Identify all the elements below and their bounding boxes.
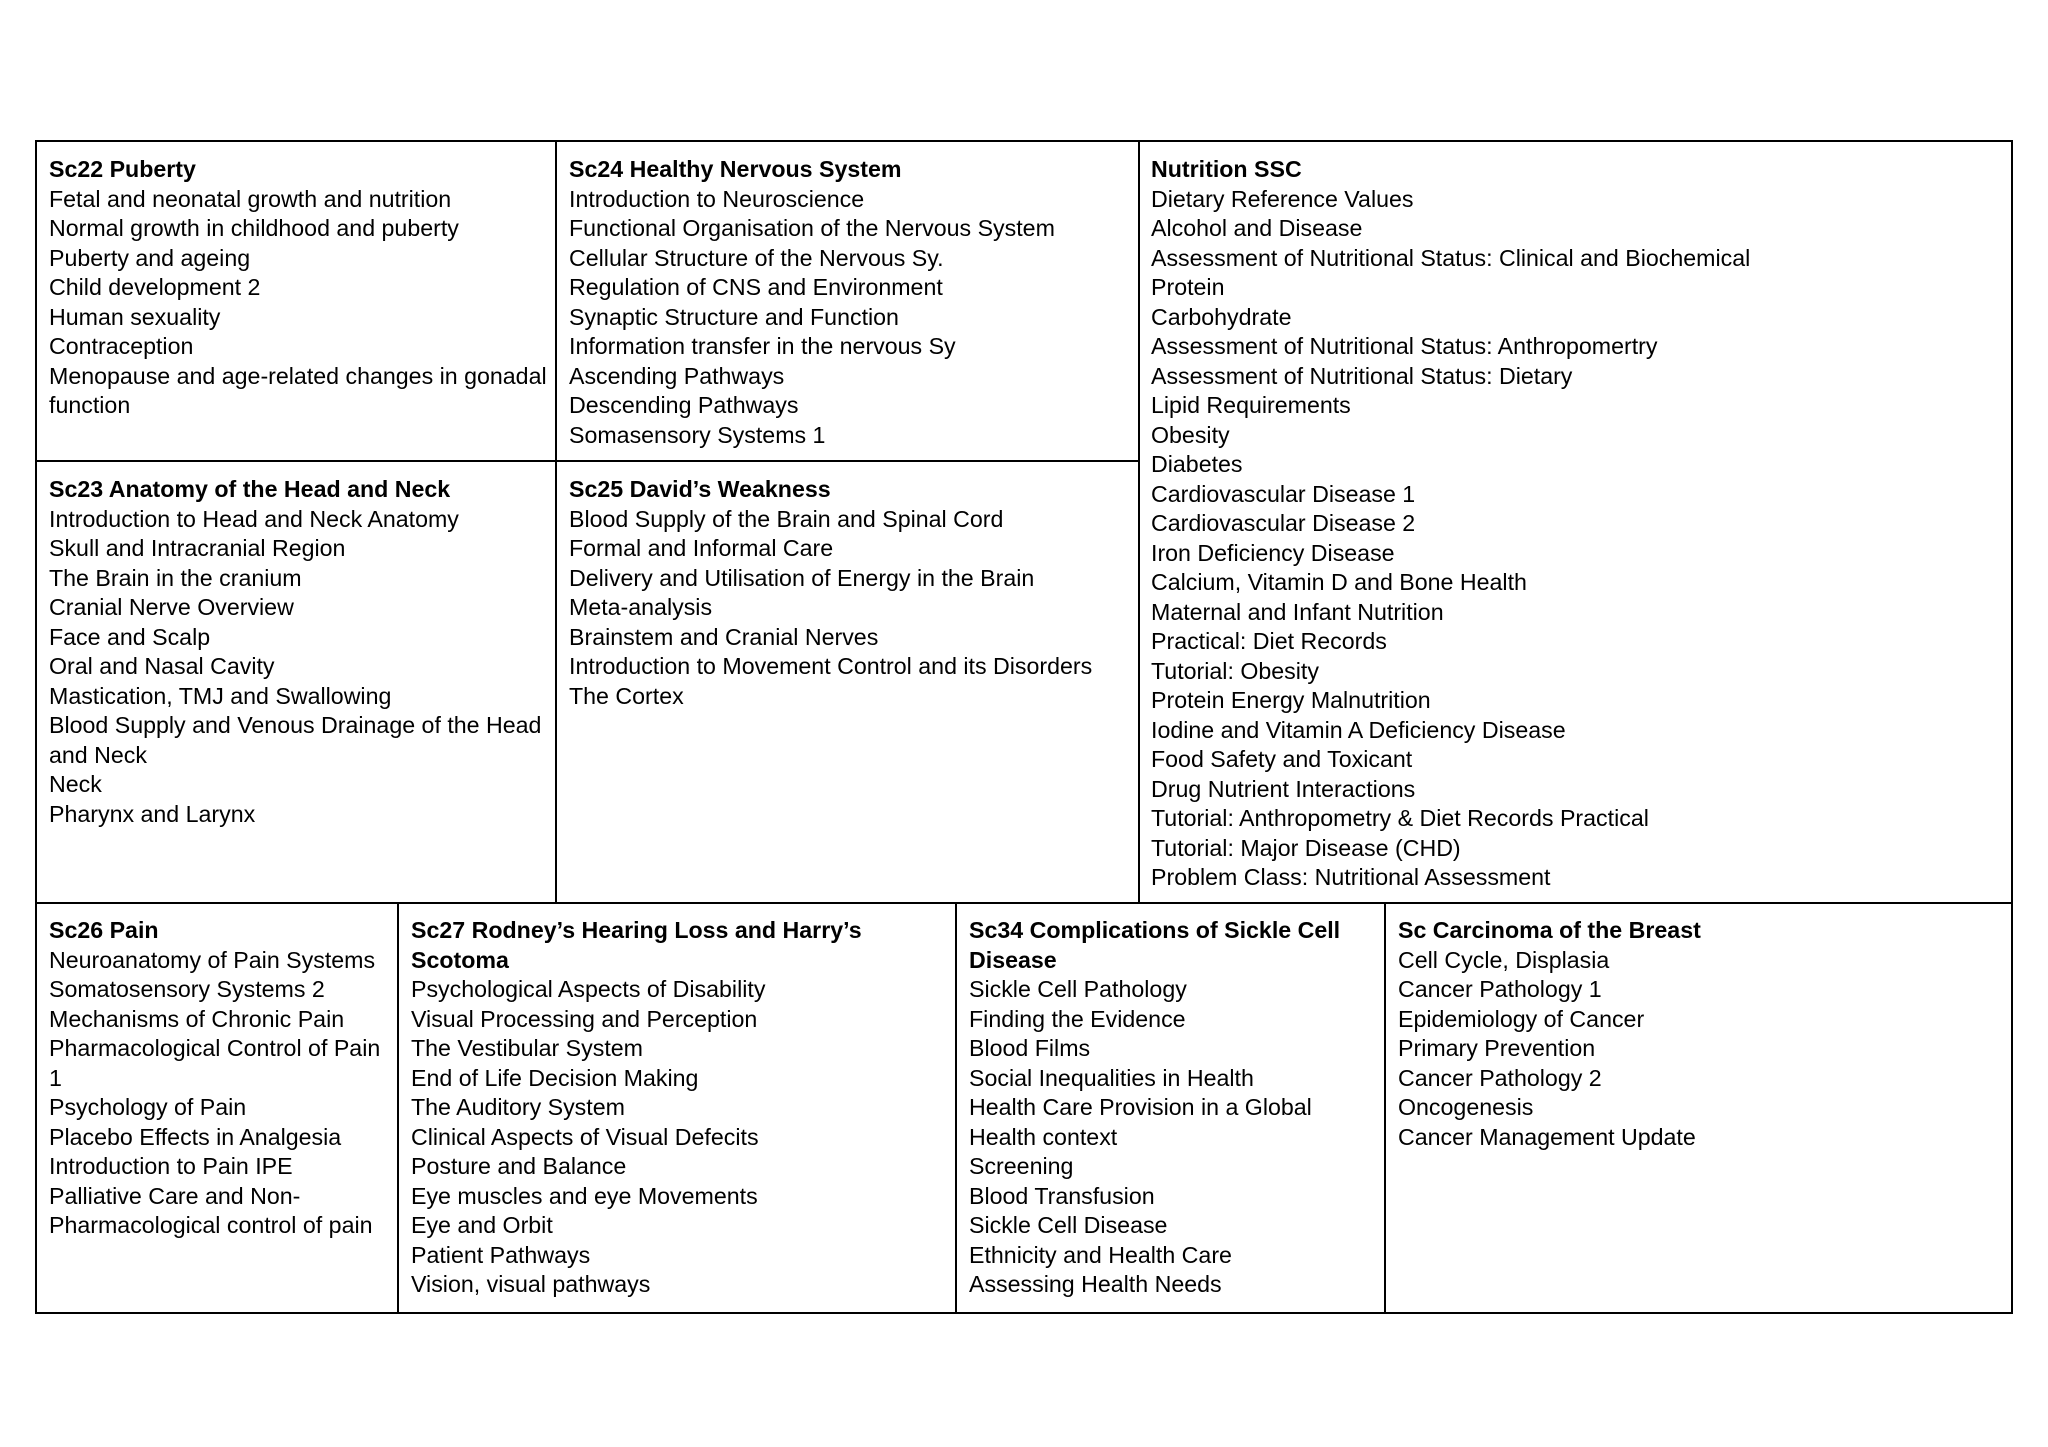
topic-item: Finding the Evidence [969, 1005, 1186, 1032]
topic-item: Puberty and ageing [49, 244, 251, 271]
section-nutrition [1151, 155, 2001, 893]
topic-item: Synaptic Structure and Function [569, 303, 899, 330]
topic-item: Cellular Structure of the Nervous Sy. [569, 244, 944, 271]
topic-item: Primary Prevention [1398, 1035, 1596, 1061]
topic-item: Ethnicity and Health Care [969, 1241, 1232, 1268]
topic-item: The Brain in the cranium [49, 564, 302, 591]
topic-item: Assessing Health Needs [969, 1271, 1222, 1297]
topic-item: Descending Pathways [569, 392, 799, 418]
row-divider [35, 902, 2013, 904]
topic-item: Assessment of Nutritional Status: Anthropomertry [1151, 333, 1658, 359]
topic-item: Lipid Requirements [1151, 392, 1351, 418]
topic-item: Mastication, TMJ and Swallowing [49, 682, 392, 709]
topic-item: Practical: Diet Records [1151, 628, 1387, 654]
topic-item: Neuroanatomy of Pain Systems [49, 946, 376, 973]
topic-item: Oral and Nasal Cavity [49, 653, 275, 679]
topic-item: Ascending Pathways [569, 362, 785, 389]
topic-list [49, 505, 549, 830]
topic-item: Child development 2 [49, 274, 261, 300]
topic-list [1398, 946, 1998, 1153]
topic-item: Introduction to Neuroscience [569, 185, 865, 212]
topic-item: Alcohol and Disease [1151, 215, 1363, 241]
topic-item: End of Life Decision Making [411, 1064, 699, 1091]
topic-list [49, 185, 549, 421]
topic-item: Placebo Effects in Analgesia [49, 1123, 342, 1150]
topic-item: Assessment of Nutritional Status: Clinical and Biochemical [1151, 244, 1751, 271]
topic-item: Introduction to Head and Neck Anatomy [49, 505, 459, 532]
topic-item: Information transfer in the nervous Sy [569, 333, 956, 359]
topic-item: Blood Transfusion [969, 1182, 1155, 1209]
col-divider [1138, 140, 1140, 903]
section-title: Sc27 Rodney’s Hearing Loss and Harry’s Scotoma [411, 917, 862, 973]
section-title: Sc26 Pain [49, 917, 159, 943]
topic-item: Skull and Intracranial Region [49, 535, 346, 561]
topic-item: Oncogenesis [1398, 1094, 1534, 1120]
topic-item: Diabetes [1151, 451, 1243, 477]
section-sc34 [969, 916, 1379, 1300]
topic-item: Psychological Aspects of Disability [411, 976, 766, 1002]
topic-item: Protein [1151, 274, 1225, 300]
topic-item: Tutorial: Anthropometry & Diet Records Practical [1151, 805, 1649, 831]
topic-item: Drug Nutrient Interactions [1151, 775, 1416, 802]
topic-item: Pharmacological Control of Pain 1 [49, 1035, 381, 1091]
col-divider [955, 902, 957, 1314]
topic-item: Palliative Care and Non-Pharmacological control of pain [49, 1182, 373, 1238]
topic-item: Visual Processing and Perception [411, 1005, 758, 1032]
topic-item: Meta-analysis [569, 594, 713, 620]
section-sc23 [49, 475, 549, 829]
topic-item: Mechanisms of Chronic Pain [49, 1005, 345, 1032]
topic-item: Regulation of CNS and Environment [569, 274, 943, 300]
topic-item: Iodine and Vitamin A Deficiency Disease [1151, 716, 1566, 743]
topic-list [49, 946, 389, 1241]
section-sc25 [569, 475, 1134, 711]
topic-item: Human sexuality [49, 303, 221, 330]
topic-list [411, 975, 946, 1300]
topic-item: Delivery and Utilisation of Energy in the Brain [569, 564, 1035, 591]
topic-item: Eye and Orbit [411, 1212, 553, 1238]
topic-item: Functional Organisation of the Nervous System [569, 215, 1055, 241]
topic-item: Cancer Management Update [1398, 1123, 1696, 1150]
topic-list [569, 505, 1134, 712]
topic-item: Formal and Informal Care [569, 535, 834, 561]
topic-item: Iron Deficiency Disease [1151, 539, 1395, 566]
topic-item: Cranial Nerve Overview [49, 594, 294, 620]
section-title: Sc34 Complications of Sickle Cell Disease [969, 917, 1341, 973]
section-sc27 [411, 916, 946, 1300]
topic-item: Cardiovascular Disease 2 [1151, 510, 1416, 536]
topic-item: The Vestibular System [411, 1035, 643, 1061]
topic-item: Menopause and age-related changes in gonadal function [49, 362, 547, 418]
topic-item: Problem Class: Nutritional Assessment [1151, 864, 1551, 890]
section-sc22 [49, 155, 549, 421]
topic-item: Maternal and Infant Nutrition [1151, 598, 1444, 625]
topic-item: Food Safety and Toxicant [1151, 746, 1413, 772]
topic-item: Obesity [1151, 421, 1230, 448]
topic-item: Vision, visual pathways [411, 1271, 651, 1297]
topic-item: Neck [49, 771, 102, 797]
topic-item: Carbohydrate [1151, 303, 1292, 330]
section-sc24 [569, 155, 1134, 450]
topic-item: Introduction to Pain IPE [49, 1153, 293, 1179]
topic-item: Epidemiology of Cancer [1398, 1005, 1645, 1032]
topic-item: Sickle Cell Disease [969, 1212, 1168, 1238]
topic-item: The Cortex [569, 682, 684, 709]
topic-item: Normal growth in childhood and puberty [49, 215, 459, 241]
topic-item: Posture and Balance [411, 1153, 627, 1179]
col-divider [1384, 902, 1386, 1314]
topic-item: Pharynx and Larynx [49, 800, 256, 827]
topic-item: Somasensory Systems 1 [569, 421, 826, 448]
topic-item: Social Inequalities in Health [969, 1064, 1254, 1091]
topic-item: Clinical Aspects of Visual Defecits [411, 1123, 759, 1150]
topic-item: Psychology of Pain [49, 1094, 247, 1120]
cell-divider [35, 460, 1140, 462]
topic-item: Eye muscles and eye Movements [411, 1182, 758, 1209]
topic-item: Cell Cycle, Displasia [1398, 946, 1610, 973]
topic-item: Sickle Cell Pathology [969, 976, 1187, 1002]
topic-item: Contraception [49, 333, 194, 359]
topic-item: Cardiovascular Disease 1 [1151, 480, 1416, 507]
topic-item: Brainstem and Cranial Nerves [569, 623, 879, 650]
topic-item: Cancer Pathology 1 [1398, 976, 1602, 1002]
col-divider [397, 902, 399, 1314]
section-title: Sc23 Anatomy of the Head and Neck [49, 476, 451, 502]
topic-item: Cancer Pathology 2 [1398, 1064, 1602, 1091]
section-title: Sc Carcinoma of the Breast [1398, 917, 1701, 943]
topic-item: Tutorial: Major Disease (CHD) [1151, 834, 1461, 861]
section-title: Nutrition SSC [1151, 156, 1302, 182]
topic-item: Assessment of Nutritional Status: Dietary [1151, 362, 1573, 389]
topic-item: Face and Scalp [49, 623, 211, 650]
topic-list [1151, 185, 2001, 893]
topic-item: Calcium, Vitamin D and Bone Health [1151, 569, 1527, 595]
topic-item: Dietary Reference Values [1151, 185, 1414, 212]
col-divider [555, 140, 557, 903]
topic-item: Screening [969, 1153, 1074, 1179]
topic-item: Introduction to Movement Control and its Disorders [569, 653, 1093, 679]
topic-item: The Auditory System [411, 1094, 625, 1120]
topic-item: Blood Supply and Venous Drainage of the Head and Neck [49, 712, 542, 768]
topic-item: Patient Pathways [411, 1241, 591, 1268]
section-breast [1398, 916, 1998, 1152]
section-title: Sc24 Healthy Nervous System [569, 156, 902, 182]
section-sc26 [49, 916, 389, 1241]
topic-item: Blood Supply of the Brain and Spinal Cord [569, 505, 1004, 532]
topic-item: Blood Films [969, 1035, 1091, 1061]
topic-item: Tutorial: Obesity [1151, 657, 1319, 684]
topic-item: Health Care Provision in a Global Health context [969, 1094, 1312, 1150]
section-title: Sc25 David’s Weakness [569, 476, 831, 502]
topic-item: Protein Energy Malnutrition [1151, 687, 1431, 713]
section-title: Sc22 Puberty [49, 156, 196, 182]
topic-item: Fetal and neonatal growth and nutrition [49, 185, 452, 212]
topic-list [569, 185, 1134, 451]
topic-list [969, 975, 1379, 1300]
topic-item: Somatosensory Systems 2 [49, 976, 325, 1002]
